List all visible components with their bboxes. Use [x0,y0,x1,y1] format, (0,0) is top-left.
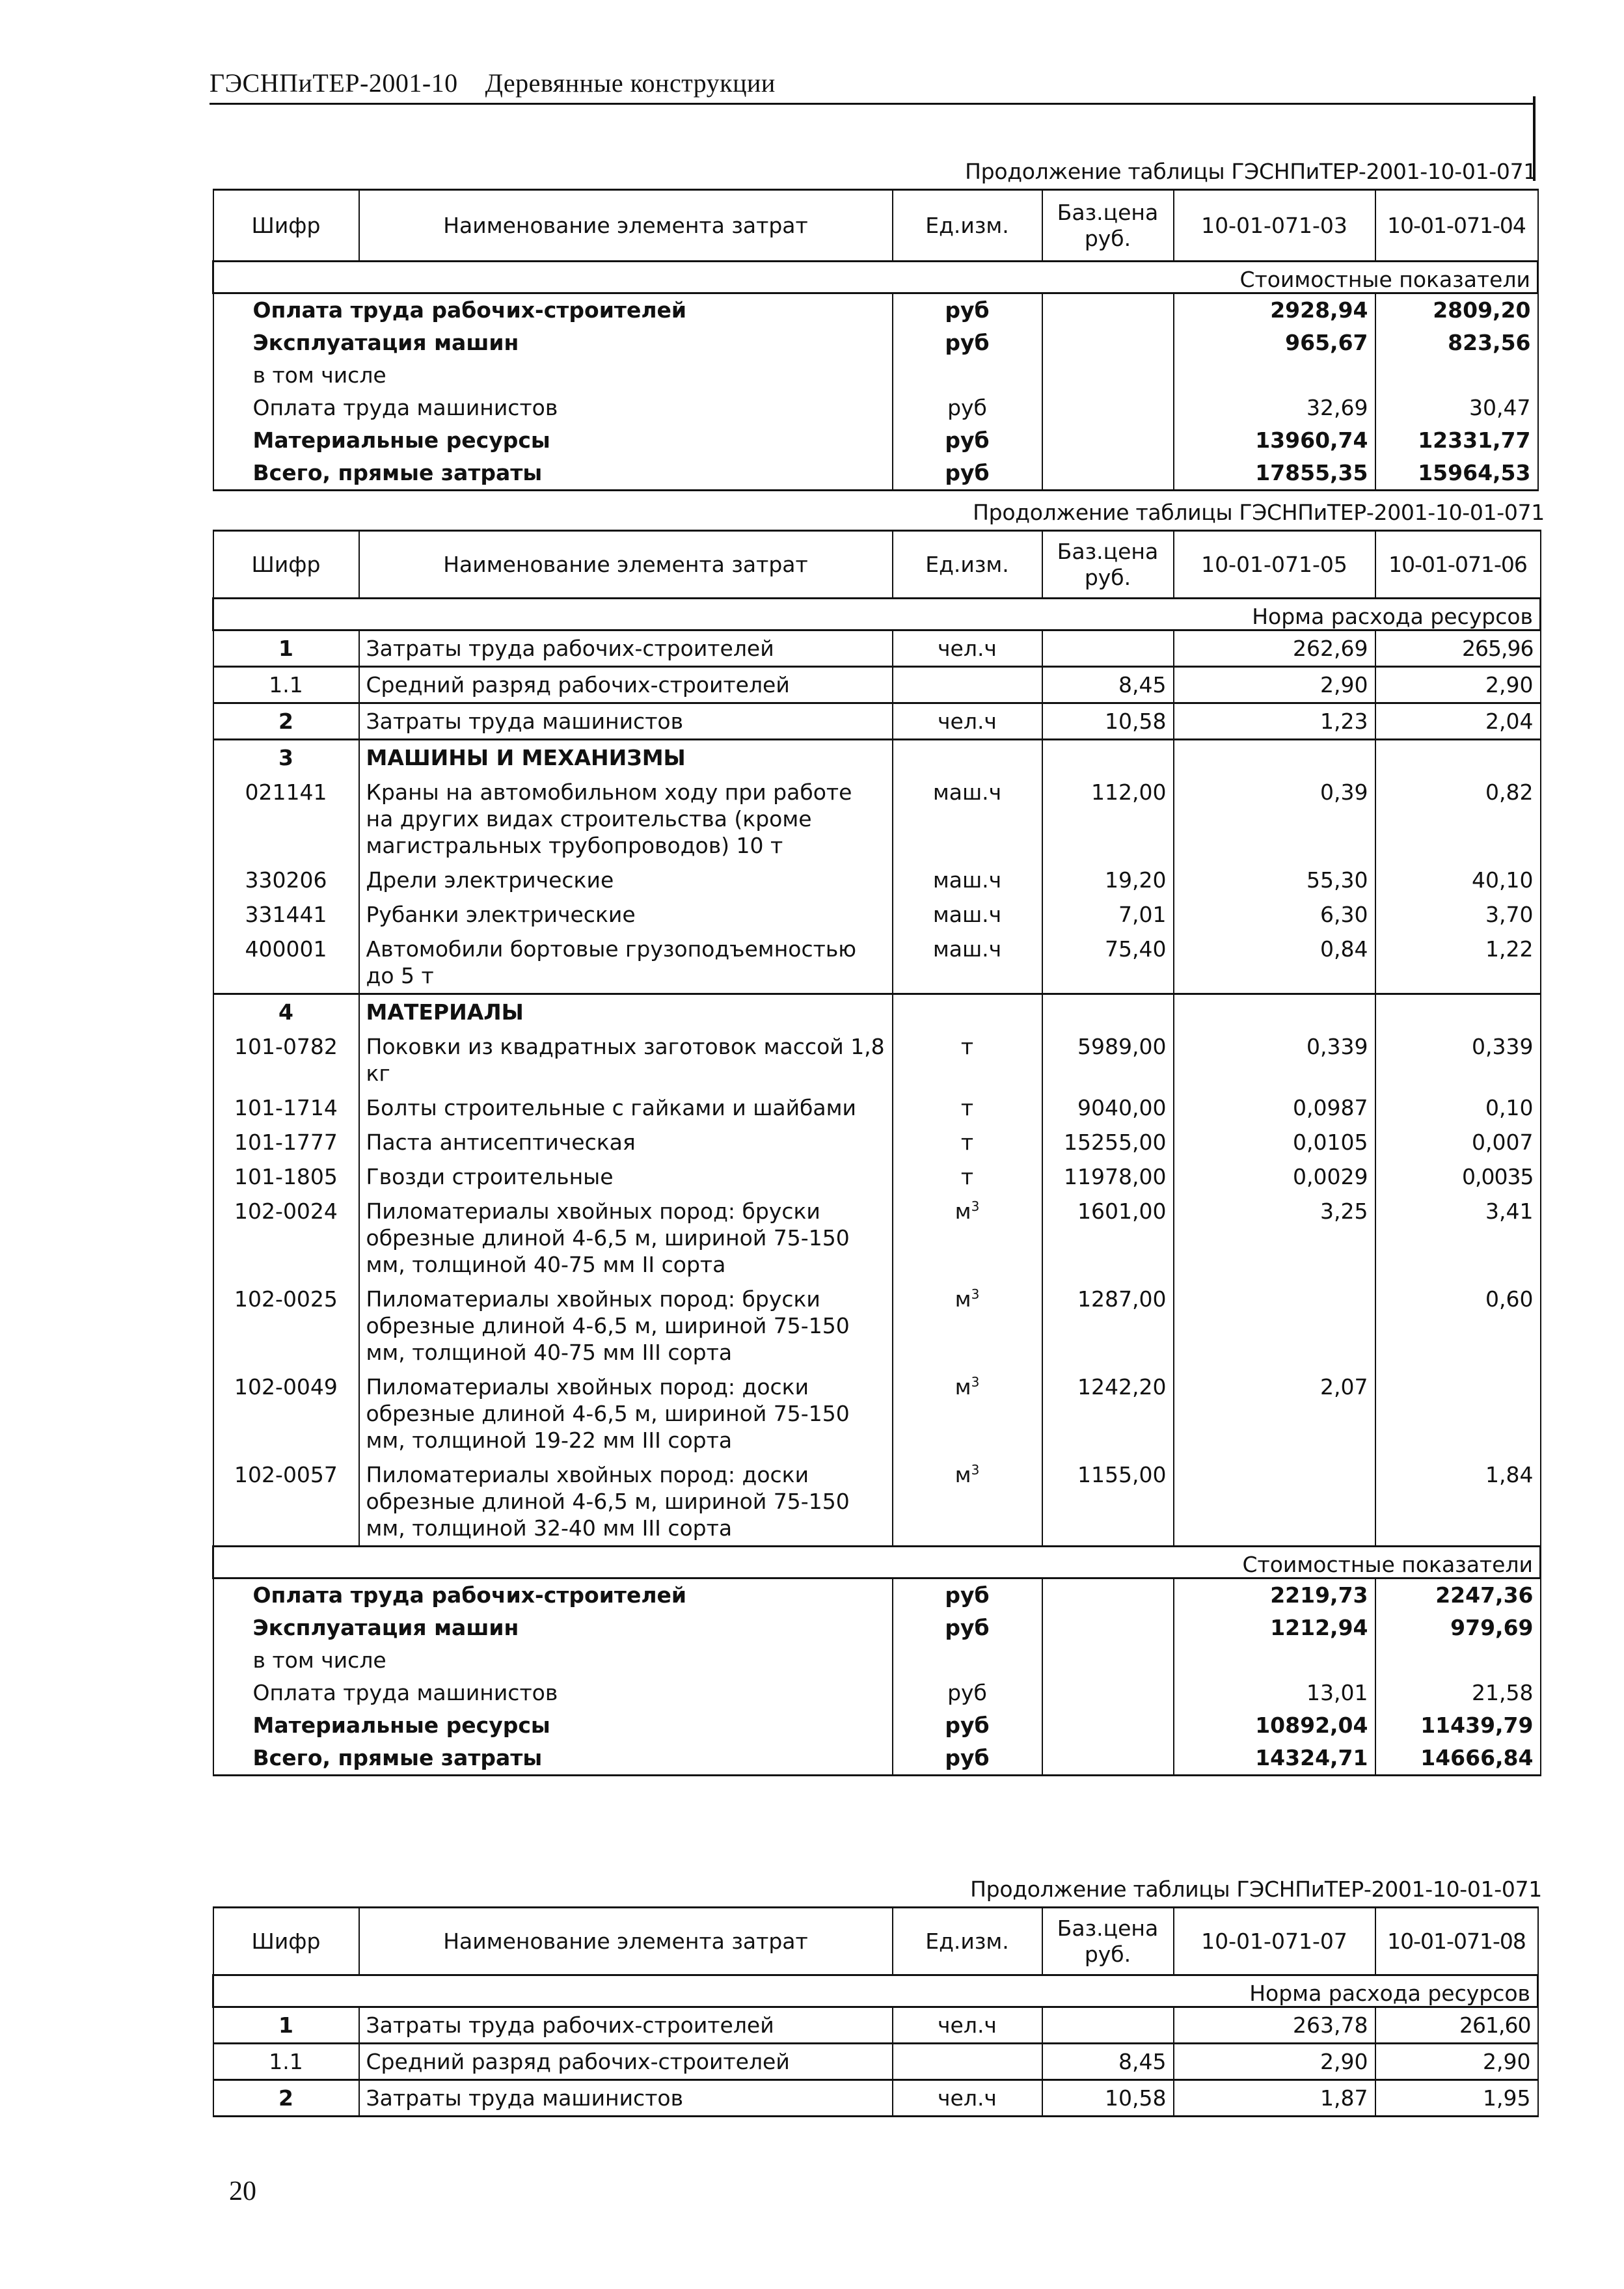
resource-value-a [1174,740,1375,776]
cost-unit: руб [893,293,1042,327]
col-name-header: Наименование элемента затрат [359,1908,893,1975]
resource-name: Средний разряд рабочих-строителей [359,667,893,703]
cost-value-a: 14324,71 [1174,1742,1375,1776]
resource-name: Пиломатериалы хвойных пород: доски обрезные длиной 4-6,5 м, шириной 75-150 мм, толщиной 19-22 мм III сорта [359,1370,893,1457]
resource-row [213,1282,1541,1370]
resource-row [213,1457,1541,1547]
resource-price [1042,994,1174,1030]
resource-price: 1287,00 [1042,1282,1174,1370]
resource-price: 11978,00 [1042,1159,1174,1194]
col-code-header: Шифр [213,190,359,262]
resource-row [213,2007,1538,2044]
cost-row [213,1578,1541,1612]
cost-unit: руб [893,1742,1042,1776]
resource-price: 10,58 [1042,703,1174,740]
resource-value-b: 261,60 [1375,2007,1538,2044]
table3-header-row [213,1908,1538,1975]
resource-row [213,667,1541,703]
cost-price-empty [1042,327,1174,359]
table3 [212,1906,1539,2117]
table2-header-row [213,531,1541,599]
resource-name: Затраты труда машинистов [359,703,893,740]
resource-code: 102-0049 [213,1370,359,1457]
resource-name: Автомобили бортовые грузоподъемностью до 5 т [359,932,893,994]
resource-row [213,863,1541,897]
col-a-header: 10-01-071-03 [1174,190,1375,262]
cost-name: Оплата труда машинистов [213,1677,893,1709]
table2 [212,530,1541,1776]
cost-name: Эксплуатация машин [213,327,893,359]
cost-row [213,1612,1541,1644]
cost-value-a: 13960,74 [1174,424,1375,457]
table1-header-row [213,190,1538,262]
resource-name: Дрели электрические [359,863,893,897]
resource-value-a: 2,07 [1174,1370,1375,1457]
cost-price-empty [1042,1612,1174,1644]
resource-value-a: 0,0987 [1174,1090,1375,1125]
resource-value-b [1375,994,1541,1030]
resource-name: Рубанки электрические [359,897,893,932]
resource-unit: $м^3$ [893,1457,1042,1547]
resource-name: МАТЕРИАЛЫ [359,994,893,1030]
resource-value-b: 3,70 [1375,897,1541,932]
page-number: 20 [229,2176,256,2206]
table2-norm-body [213,630,1541,1547]
resource-unit [893,740,1042,776]
cost-value-b: 2247,36 [1375,1578,1541,1612]
cost-value-b: 21,58 [1375,1677,1541,1709]
resource-code: 1.1 [213,667,359,703]
cost-value-b: 823,56 [1375,327,1538,359]
cost-row [213,293,1538,327]
resource-code: 1.1 [213,2044,359,2080]
cost-value-a: 17855,35 [1174,457,1375,491]
resource-row [213,994,1541,1030]
resource-value-a: 0,0105 [1174,1125,1375,1159]
resource-unit: т [893,1125,1042,1159]
resource-name: Затраты труда рабочих-строителей [359,2007,893,2044]
resource-row [213,1159,1541,1194]
cost-price-empty [1042,1578,1174,1612]
resource-unit [893,667,1042,703]
resource-code: 021141 [213,775,359,863]
cost-value-b: 15964,53 [1375,457,1538,491]
resource-code: 330206 [213,863,359,897]
cost-name: Оплата труда машинистов [213,392,893,424]
resource-name: Болты строительные с гайками и шайбами [359,1090,893,1125]
resource-code: 331441 [213,897,359,932]
table1-section-cost: Стоимостные показатели [213,262,1538,293]
resource-value-a: 0,84 [1174,932,1375,994]
resource-value-a: 6,30 [1174,897,1375,932]
col-unit-header: Ед.изм. [893,190,1042,262]
resource-price: 10,58 [1042,2080,1174,2117]
resource-value-a: 0,339 [1174,1029,1375,1090]
resource-name: Пиломатериалы хвойных пород: доски обрезные длиной 4-6,5 м, шириной 75-150 мм, толщиной 32-40 мм III сорта [359,1457,893,1547]
resource-name: Краны на автомобильном ходу при работе на других видах строительства (кроме магистральных трубопроводов) 10 т [359,775,893,863]
cost-unit: руб [893,424,1042,457]
cost-price-empty [1042,1644,1174,1677]
cost-value-b [1375,359,1538,392]
cost-unit: руб [893,1612,1042,1644]
cost-value-b: 2809,20 [1375,293,1538,327]
resource-code: 2 [213,703,359,740]
resource-row [213,1029,1541,1090]
col-name-header: Наименование элемента затрат [359,531,893,599]
cost-name: Всего, прямые затраты [213,1742,893,1776]
resource-value-a [1174,994,1375,1030]
resource-unit: $м^3$ [893,1194,1042,1282]
resource-unit: маш.ч [893,897,1042,932]
resource-row [213,2044,1538,2080]
resource-name: Поковки из квадратных заготовок массой 1,8 кг [359,1029,893,1090]
resource-price: 9040,00 [1042,1090,1174,1125]
resource-value-b: 1,84 [1375,1457,1541,1547]
resource-price: 75,40 [1042,932,1174,994]
resource-code: 102-0025 [213,1282,359,1370]
resource-price: 112,00 [1042,775,1174,863]
resource-price: 19,20 [1042,863,1174,897]
running-header [210,68,776,98]
cost-price-empty [1042,293,1174,327]
resource-value-a: 0,0029 [1174,1159,1375,1194]
resource-unit: $м^3$ [893,1370,1042,1457]
resource-price: 8,45 [1042,2044,1174,2080]
cost-row [213,359,1538,392]
resource-unit: т [893,1090,1042,1125]
resource-value-b: 2,90 [1375,2044,1538,2080]
resource-name: Пиломатериалы хвойных пород: бруски обрезные длиной 4-6,5 м, шириной 75-150 мм, толщиной 40-75 мм II сорта [359,1194,893,1282]
cost-unit [893,1644,1042,1677]
col-b-header: 10-01-071-06 [1375,531,1541,599]
resource-value-b: 2,90 [1375,667,1541,703]
resource-row [213,2080,1538,2117]
resource-price: 7,01 [1042,897,1174,932]
cost-unit: руб [893,392,1042,424]
table1 [212,189,1539,491]
cost-name: Оплата труда рабочих-строителей [213,1578,893,1612]
cost-unit: руб [893,457,1042,491]
col-unit-header: Ед.изм. [893,531,1042,599]
resource-row [213,1194,1541,1282]
resource-value-b: 0,0035 [1375,1159,1541,1194]
resource-row [213,1090,1541,1125]
cost-value-b: 30,47 [1375,392,1538,424]
cost-unit [893,359,1042,392]
resource-row [213,630,1541,667]
resource-price: 8,45 [1042,667,1174,703]
resource-price [1042,2007,1174,2044]
resource-unit: $м^3$ [893,1282,1042,1370]
table3-section-norm: Норма расхода ресурсов [213,1975,1538,2007]
resource-code: 101-0782 [213,1029,359,1090]
cost-unit: руб [893,1578,1042,1612]
resource-code: 2 [213,2080,359,2117]
col-code-header: Шифр [213,531,359,599]
resource-price [1042,740,1174,776]
col-unit-header: Ед.изм. [893,1908,1042,1975]
cost-price-empty [1042,457,1174,491]
resource-price: 1601,00 [1042,1194,1174,1282]
resource-unit: маш.ч [893,932,1042,994]
resource-unit: маш.ч [893,775,1042,863]
table3-norm-body [213,2007,1538,2117]
resource-price: 5989,00 [1042,1029,1174,1090]
resource-unit: т [893,1029,1042,1090]
resource-value-b [1375,1370,1541,1457]
resource-value-a: 1,87 [1174,2080,1375,2117]
col-price-header: Баз.цена руб. [1042,190,1174,262]
resource-price: 15255,00 [1042,1125,1174,1159]
col-price-header: Баз.цена руб. [1042,531,1174,599]
resource-code: 3 [213,740,359,776]
resource-row [213,1370,1541,1457]
resource-value-b: 0,60 [1375,1282,1541,1370]
resource-value-b: 2,04 [1375,703,1541,740]
resource-unit: чел.ч [893,630,1042,667]
cost-name: Всего, прямые затраты [213,457,893,491]
resource-unit: чел.ч [893,2080,1042,2117]
cost-price-empty [1042,1742,1174,1776]
resource-unit: чел.ч [893,703,1042,740]
cost-name: Материальные ресурсы [213,424,893,457]
resource-name: Затраты труда машинистов [359,2080,893,2117]
resource-value-a: 55,30 [1174,863,1375,897]
cost-price-empty [1042,1709,1174,1742]
table2-section-cost: Стоимостные показатели [213,1547,1541,1578]
resource-value-b: 40,10 [1375,863,1541,897]
resource-row [213,932,1541,994]
resource-value-a: 262,69 [1174,630,1375,667]
cost-value-a: 32,69 [1174,392,1375,424]
cost-value-b: 14666,84 [1375,1742,1541,1776]
resource-value-a: 2,90 [1174,667,1375,703]
resource-unit: т [893,1159,1042,1194]
cost-unit: руб [893,1709,1042,1742]
cost-name: Эксплуатация машин [213,1612,893,1644]
cost-price-empty [1042,392,1174,424]
resource-value-b: 1,95 [1375,2080,1538,2117]
table1-cost-body [213,293,1538,491]
resource-value-b: 0,10 [1375,1090,1541,1125]
resource-name: Паста антисептическая [359,1125,893,1159]
resource-code: 102-0024 [213,1194,359,1282]
cost-value-b: 12331,77 [1375,424,1538,457]
cost-row [213,457,1538,491]
resource-row [213,740,1541,776]
cost-value-b: 11439,79 [1375,1709,1541,1742]
col-a-header: 10-01-071-05 [1174,531,1375,599]
cost-name: Оплата труда рабочих-строителей [213,293,893,327]
cost-value-a: 1212,94 [1174,1612,1375,1644]
table3-continuation: Продолжение таблицы ГЭСНПиТЕР-2001-10-01-071 [970,1876,1542,1902]
cost-row [213,1742,1541,1776]
resource-price: 1242,20 [1042,1370,1174,1457]
cost-price-empty [1042,1677,1174,1709]
cost-value-a: 13,01 [1174,1677,1375,1709]
header-rule [210,103,1536,105]
header-title: Деревянные конструкции [485,68,776,98]
cost-price-empty [1042,359,1174,392]
table2-cost-body [213,1578,1541,1776]
resource-value-a: 1,23 [1174,703,1375,740]
col-code-header: Шифр [213,1908,359,1975]
resource-row [213,775,1541,863]
resource-value-b: 265,96 [1375,630,1541,667]
resource-code: 4 [213,994,359,1030]
resource-code: 101-1805 [213,1159,359,1194]
resource-value-b: 3,41 [1375,1194,1541,1282]
resource-value-a [1174,1457,1375,1547]
resource-value-b: 0,82 [1375,775,1541,863]
col-name-header: Наименование элемента затрат [359,190,893,262]
resource-name: Затраты труда рабочих-строителей [359,630,893,667]
resource-code: 102-0057 [213,1457,359,1547]
resource-name: Средний разряд рабочих-строителей [359,2044,893,2080]
resource-unit [893,994,1042,1030]
header-code: ГЭСНПиТЕР-2001-10 [210,68,458,98]
cost-value-a: 10892,04 [1174,1709,1375,1742]
resource-unit: чел.ч [893,2007,1042,2044]
cost-row [213,1677,1541,1709]
cost-name: Материальные ресурсы [213,1709,893,1742]
resource-name: Гвозди строительные [359,1159,893,1194]
resource-value-a: 3,25 [1174,1194,1375,1282]
cost-unit: руб [893,327,1042,359]
cost-row [213,1644,1541,1677]
resource-code: 1 [213,630,359,667]
resource-value-b [1375,740,1541,776]
cost-value-a: 965,67 [1174,327,1375,359]
resource-value-a: 263,78 [1174,2007,1375,2044]
cost-unit: руб [893,1677,1042,1709]
resource-value-a [1174,1282,1375,1370]
col-price-header: Баз.цена руб. [1042,1908,1174,1975]
resource-row [213,703,1541,740]
resource-name: МАШИНЫ И МЕХАНИЗМЫ [359,740,893,776]
table1-continuation: Продолжение таблицы ГЭСНПиТЕР-2001-10-01-071 [965,159,1537,184]
cost-price-empty [1042,424,1174,457]
col-b-header: 10-01-071-08 [1375,1908,1538,1975]
resource-value-b: 1,22 [1375,932,1541,994]
cost-row [213,1709,1541,1742]
cost-value-a [1174,1644,1375,1677]
cost-name: в том числе [213,1644,893,1677]
col-b-header: 10-01-071-04 [1375,190,1538,262]
resource-code: 400001 [213,932,359,994]
resource-value-a: 2,90 [1174,2044,1375,2080]
cost-value-b: 979,69 [1375,1612,1541,1644]
cost-value-a: 2928,94 [1174,293,1375,327]
resource-row [213,897,1541,932]
resource-code: 101-1714 [213,1090,359,1125]
cost-value-a: 2219,73 [1174,1578,1375,1612]
cost-row [213,392,1538,424]
resource-unit [893,2044,1042,2080]
cost-value-a [1174,359,1375,392]
resource-value-b: 0,339 [1375,1029,1541,1090]
col-a-header: 10-01-071-07 [1174,1908,1375,1975]
resource-price: 1155,00 [1042,1457,1174,1547]
table2-section-norm: Норма расхода ресурсов [213,599,1541,630]
cost-name: в том числе [213,359,893,392]
table2-continuation: Продолжение таблицы ГЭСНПиТЕР-2001-10-01-071 [973,500,1545,525]
cost-value-b [1375,1644,1541,1677]
resource-code: 1 [213,2007,359,2044]
resource-value-a: 0,39 [1174,775,1375,863]
resource-unit: маш.ч [893,863,1042,897]
resource-value-b: 0,007 [1375,1125,1541,1159]
resource-name: Пиломатериалы хвойных пород: бруски обрезные длиной 4-6,5 м, шириной 75-150 мм, толщиной 40-75 мм III сорта [359,1282,893,1370]
resource-row [213,1125,1541,1159]
resource-price [1042,630,1174,667]
resource-code: 101-1777 [213,1125,359,1159]
cost-row [213,327,1538,359]
cost-row [213,424,1538,457]
